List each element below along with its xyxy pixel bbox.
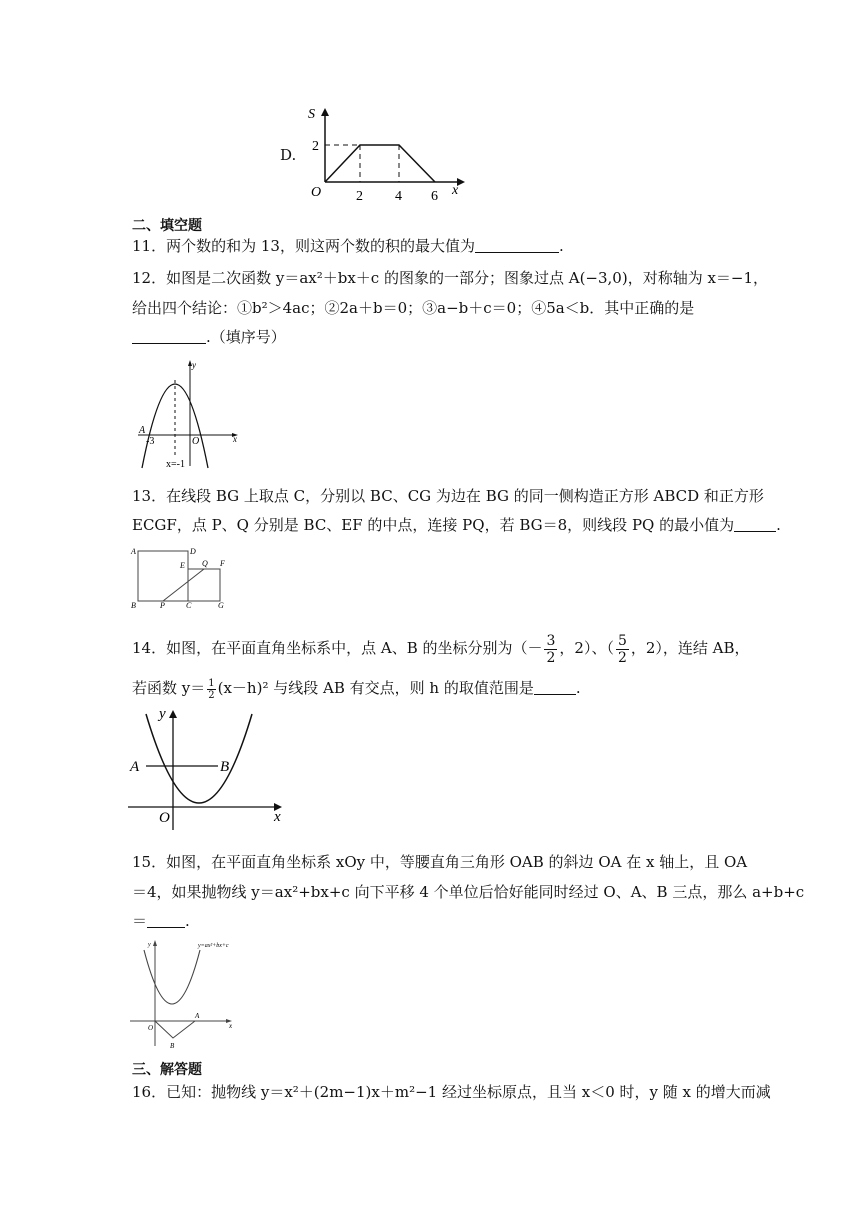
x-label: x (274, 809, 281, 825)
question-14-line-2: 若函数 y＝ $\frac{1}{2}$ (x－h)² 与线段 AB 有交点，则 h 的取值范围是 . (132, 677, 581, 701)
y-label: y (159, 706, 166, 722)
fraction-five-halves: $\frac{5}{2}$ (617, 632, 627, 666)
label-d: D (190, 547, 196, 556)
x-tick-6: 6 (431, 189, 438, 204)
axis-of-symmetry-label: x=-1 (166, 459, 185, 470)
question-11: 11．两个数的和为 13，则这两个数的积的最大值为 . (132, 237, 564, 255)
question-15-line-2: ＝4，如果抛物线 y＝ax²+bx+c 向下平移 4 个单位后恰好能同时经过 O、A、B 三点，那么 a+b+c (132, 883, 805, 901)
point-a-label: A (195, 1012, 200, 1020)
parabola-segment-graph (126, 704, 290, 832)
question-15-line-1: 15．如图，在平面直角坐标系 xOy 中，等腰直角三角形 OAB 的斜边 OA 在 x 轴上，且 OA (132, 853, 748, 871)
question-16: 16．已知：抛物线 y＝x²＋(2m−1)x＋m²−1 经过坐标原点，且当 x＜0 时，y 随 x 的增大而减 (132, 1083, 771, 1101)
minus-three-label: -3 (146, 436, 155, 447)
graph-d (278, 100, 478, 205)
label-p: P (160, 601, 165, 610)
origin-label: O (148, 1024, 154, 1032)
x-tick-4: 4 (395, 189, 402, 204)
fraction-three-halves: $\frac{3}{2}$ (546, 632, 556, 666)
section-fill-in: 二、填空题 (132, 218, 202, 234)
answer-blank[interactable] (534, 680, 576, 695)
question-15-line-3: ＝ . (132, 912, 190, 930)
label-g: G (218, 601, 224, 610)
point-b-label: B (220, 759, 230, 775)
x-tick-2: 2 (356, 189, 363, 204)
label-a: A (131, 547, 136, 556)
answer-blank[interactable] (734, 517, 776, 532)
point-a-label: A (139, 425, 146, 436)
label-c: C (186, 601, 192, 610)
origin-label: O (159, 810, 170, 826)
parabola-graph (134, 358, 244, 470)
label-f: F (220, 559, 225, 568)
x-axis-label: x (452, 183, 459, 198)
section-answers: 三、解答题 (132, 1062, 202, 1078)
question-13-line-2: ECGF，点 P、Q 分别是 BC、EF 的中点，连接 PQ，若 BG＝8，则线段 PQ 的最小值为 . (132, 516, 781, 534)
point-b-label: B (170, 1042, 175, 1050)
figure-15 (128, 938, 240, 1050)
curve-label: y=ax²+bx+c (198, 943, 229, 949)
figure-14 (126, 704, 290, 832)
figure-d (278, 100, 478, 205)
y-axis-label: S (308, 107, 315, 122)
x-label: x (229, 1022, 233, 1030)
answer-blank[interactable] (147, 913, 185, 928)
question-13-line-1: 13．在线段 BG 上取点 C，分别以 BC、CG 为边在 BG 的同一侧构造正方形 ABCD 和正方形 (132, 487, 764, 505)
figure-13 (128, 544, 238, 614)
figure-12 (134, 358, 244, 470)
point-a-label: A (130, 759, 140, 775)
fraction-one-half: $\frac{1}{2}$ (208, 677, 215, 701)
triangle-parabola-graph (128, 938, 240, 1050)
option-d-label: D. (280, 146, 297, 164)
x-label: x (233, 434, 237, 444)
y-tick: 2 (312, 139, 319, 154)
label-q: Q (202, 559, 208, 568)
question-14-line-1: 14．如图，在平面直角坐标系中，点 A、B 的坐标分别为（－ $\frac{3}{2}$ ，2）、（ $\frac{5}{2}$ ，2），连结 AB， (132, 632, 750, 666)
origin-label: O (311, 185, 322, 200)
y-label: y (192, 360, 196, 370)
question-12-line-2: 给出四个结论：①b²＞4ac；②2a＋b＝0；③a−b＋c＝0；④5a＜b．其中正确的是 (132, 299, 695, 317)
squares-diagram (128, 544, 238, 614)
label-e: E (180, 561, 185, 570)
question-12-line-1: 12．如图是二次函数 y＝ax²＋bx＋c 的图象的一部分；图象过点 A(−3,0)，对称轴为 x＝−1， (132, 269, 769, 287)
origin-label: O (192, 436, 200, 447)
label-b: B (131, 601, 136, 610)
y-label: y (148, 942, 151, 948)
answer-blank[interactable] (475, 238, 559, 253)
answer-blank[interactable] (132, 329, 206, 344)
question-12-line-3: .（填序号） (132, 327, 732, 347)
